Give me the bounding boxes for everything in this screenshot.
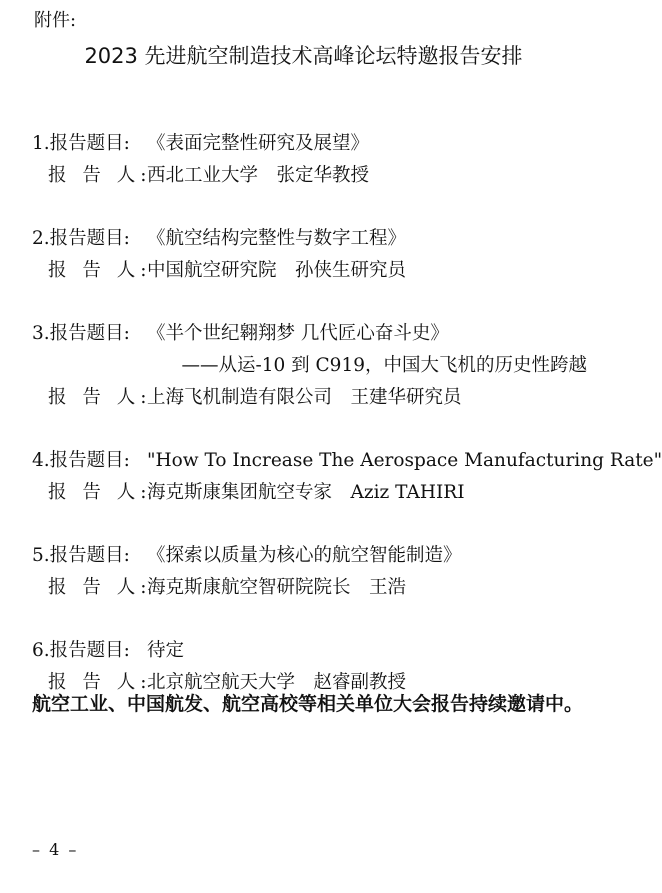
report-topic: 《表面完整性研究及展望》 (147, 133, 370, 154)
report-speaker-line (0, 477, 607, 509)
report-speaker: 海克斯康航空智研院院长 王浩 (147, 577, 407, 598)
report-topic-label: 3.报告题目: (32, 323, 130, 344)
attachment-label: 附件: (34, 10, 77, 31)
closing-note: 航空工业、中国航发、航空高校等相关单位大会报告持续邀请中。 (32, 693, 584, 715)
report-speaker-label: 报 告 人: (48, 260, 152, 281)
report-speaker-label: 报 告 人: (48, 387, 152, 408)
report-item-3 (0, 318, 607, 414)
report-speaker: 北京航空航天大学 赵睿副教授 (147, 672, 407, 693)
report-topic: 《航空结构完整性与数字工程》 (147, 228, 407, 249)
report-topic-line (0, 540, 607, 572)
report-speaker-label: 报 告 人: (48, 672, 152, 693)
report-item-5 (0, 540, 607, 604)
report-topic-line (0, 635, 607, 667)
report-topic-line (0, 223, 607, 255)
report-speaker: 西北工业大学 张定华教授 (147, 165, 370, 186)
report-topic: 待定 (147, 640, 185, 661)
report-topic: 《探索以质量为核心的航空智能制造》 (147, 545, 462, 566)
report-speaker-line (0, 160, 607, 192)
report-speaker: 中国航空研究院 孙侠生研究员 (147, 260, 407, 281)
report-speaker: 上海飞机制造有限公司 王建华研究员 (147, 387, 462, 408)
report-speaker-label: 报 告 人: (48, 165, 152, 186)
report-topic-line (0, 445, 662, 477)
document-title: 2023 先进航空制造技术高峰论坛特邀报告安排 (84, 44, 523, 68)
report-topic-line (0, 318, 607, 350)
report-item-2 (0, 223, 607, 287)
report-topic-label: 2.报告题目: (32, 228, 130, 249)
report-subtitle-line (0, 350, 607, 382)
report-subtitle: ——从运-10 到 C919，中国大飞机的历史性跨越 (181, 355, 587, 376)
page-number: – 4 – (32, 840, 79, 859)
report-topic-label: 4.报告题目: (32, 450, 130, 471)
report-speaker-line (0, 382, 607, 414)
report-speaker-line (0, 255, 607, 287)
report-topic-label: 1.报告题目: (32, 133, 130, 154)
report-item-1 (0, 128, 607, 192)
report-topic-label: 5.报告题目: (32, 545, 130, 566)
report-speaker: 海克斯康集团航空专家 Aziz TAHIRI (147, 482, 465, 503)
report-item-4 (0, 445, 662, 509)
report-topic: "How To Increase The Aerospace Manufacturing Rate" (147, 450, 662, 471)
report-topic-label: 6.报告题目: (32, 640, 130, 661)
report-list (0, 128, 662, 730)
report-speaker-line (0, 572, 607, 604)
report-topic: 《半个世纪翱翔梦 几代匠心奋斗史》 (147, 323, 449, 344)
report-speaker-label: 报 告 人: (48, 577, 152, 598)
report-topic-line (0, 128, 607, 160)
report-speaker-label: 报 告 人: (48, 482, 152, 503)
